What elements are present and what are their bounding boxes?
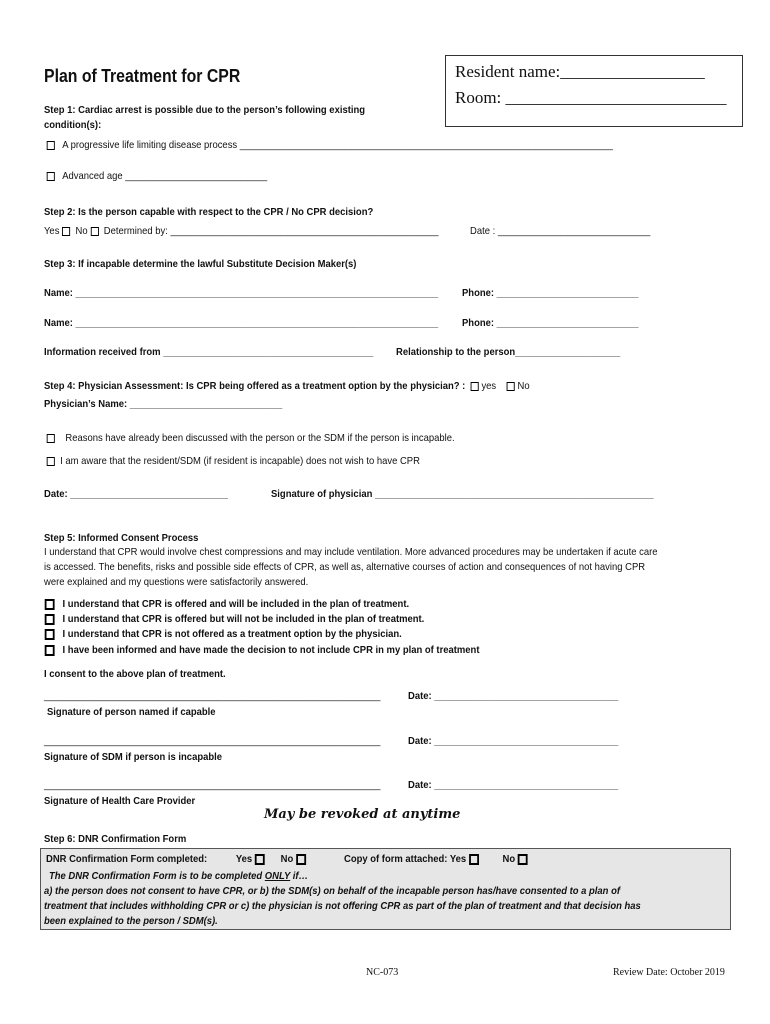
consent-option-3: I understand that CPR is not offered as a treatment option by the physician. xyxy=(42,628,402,640)
signature-label-3: Signature of Health Care Provider xyxy=(44,795,196,807)
checkbox[interactable] xyxy=(47,141,55,150)
signature-line-1[interactable]: ________________________________________________________________ xyxy=(44,690,381,702)
revoke-note: May be revoked at anytime xyxy=(264,807,461,822)
review-date: Review Date: October 2019 xyxy=(613,967,725,978)
step2-heading: Step 2: Is the person capable with respect to the CPR / No CPR decision? xyxy=(44,206,374,218)
sdm-name-1[interactable]: Name: _____________________________________________________________________ xyxy=(44,287,439,299)
sdm-name-2[interactable]: Name: _____________________________________________________________________ xyxy=(44,317,439,329)
no-checkbox[interactable] xyxy=(518,854,528,865)
consent-option-4: I have been informed and have made the decision to not include CPR in my plan of treatment xyxy=(42,644,479,656)
sdm-phone-1[interactable]: Phone: ___________________________ xyxy=(462,287,639,299)
yes-checkbox[interactable] xyxy=(469,854,479,865)
dnr-completed-row: DNR Confirmation Form completed: Yes No xyxy=(46,853,309,865)
checkbox[interactable] xyxy=(45,614,55,625)
dnr-condition-line-3: been explained to the person / SDM(s). xyxy=(44,915,218,927)
date-field-2[interactable]: Date: ___________________________________ xyxy=(408,735,619,747)
dnr-box xyxy=(40,848,731,930)
consent-statement: I consent to the above plan of treatment. xyxy=(44,668,226,680)
physician-signature[interactable]: Signature of physician _____________________________________________________ xyxy=(271,488,654,500)
no-checkbox[interactable] xyxy=(507,382,515,391)
dnr-condition-line-2: treatment that includes withholding CPR or c) the physician is not offering CPR as part of the plan of treatment and that decision has xyxy=(44,900,641,912)
step1-option-age: Advanced age ___________________________ xyxy=(44,170,267,182)
checkbox[interactable] xyxy=(45,599,55,610)
no-checkbox[interactable] xyxy=(296,854,306,865)
step3-heading: Step 3: If incapable determine the lawful Substitute Decision Maker(s) xyxy=(44,258,357,270)
checkbox[interactable] xyxy=(45,629,55,640)
dnr-condition-intro: The DNR Confirmation Form is to be completed ONLY if… xyxy=(49,870,309,882)
dnr-condition-line-1: a) the person does not consent to have CPR, or b) the SDM(s) on behalf of the incapable person has/have consented to a plan of xyxy=(44,885,620,897)
step2-capable-row: Yes No Determined by: ___________________________________________________ xyxy=(44,225,439,237)
step2-date[interactable]: Date : _____________________________ xyxy=(470,225,651,237)
yes-checkbox[interactable] xyxy=(62,227,70,236)
reason-discussed: Reasons have already been discussed with the person or the SDM if the person is incapable. xyxy=(44,432,455,444)
relationship[interactable]: Relationship to the person____________________ xyxy=(396,346,621,358)
checkbox[interactable] xyxy=(45,645,55,656)
form-code: NC-073 xyxy=(366,967,399,978)
date-field-3[interactable]: Date: ___________________________________ xyxy=(408,779,619,791)
sdm-phone-2[interactable]: Phone: ___________________________ xyxy=(462,317,639,329)
signature-label-2: Signature of SDM if person is incapable xyxy=(44,751,223,763)
step5-heading: Step 5: Informed Consent Process xyxy=(44,532,199,544)
info-received[interactable]: Information received from ________________________________________ xyxy=(44,346,374,358)
consent-paragraph-3: were explained and my questions were satisfactorily answered. xyxy=(44,576,309,588)
physician-name[interactable]: Physician’s Name: _____________________________ xyxy=(44,398,283,410)
checkbox[interactable] xyxy=(47,172,55,181)
step6-heading: Step 6: DNR Confirmation Form xyxy=(44,833,187,845)
consent-paragraph-1: I understand that CPR would involve chest compressions and may include ventilation. More advanced procedures may be undertaken if acute care xyxy=(44,546,658,558)
consent-option-2: I understand that CPR is offered but will not be included in the plan of treatment. xyxy=(42,613,424,625)
no-checkbox[interactable] xyxy=(90,227,98,236)
consent-option-1: I understand that CPR is offered and will be included in the plan of treatment. xyxy=(42,598,409,610)
date-field-1[interactable]: Date: ___________________________________ xyxy=(408,690,619,702)
signature-line-2[interactable]: ________________________________________________________________ xyxy=(44,735,381,747)
aware-no-cpr: I am aware that the resident/SDM (if resident is incapable) does not wish to have CPR xyxy=(44,455,420,467)
yes-checkbox[interactable] xyxy=(255,854,265,865)
step4-heading: Step 4: Physician Assessment: Is CPR being offered as a treatment option by the physician? : yes No xyxy=(44,380,530,392)
step1-heading-cont: condition(s): xyxy=(44,119,102,131)
room-field[interactable]: Room: __________________________ xyxy=(455,88,727,107)
step1-heading: Step 1: Cardiac arrest is possible due to the person’s following existing xyxy=(44,104,366,116)
checkbox[interactable] xyxy=(47,434,55,443)
signature-label-1: Signature of person named if capable xyxy=(47,706,216,718)
resident-name-field[interactable]: Resident name:_________________ xyxy=(455,62,705,81)
physician-date[interactable]: Date: ______________________________ xyxy=(44,488,228,500)
resident-box xyxy=(445,55,743,127)
copy-attached-row: Copy of form attached: Yes No xyxy=(344,853,530,865)
signature-line-3[interactable]: ________________________________________________________________ xyxy=(44,779,381,791)
consent-paragraph-2: is accessed. The benefits, risks and possible side effects of CPR, as well as, alternative courses of action and consequences of not having CPR xyxy=(44,561,646,573)
step1-option-disease: A progressive life limiting disease process _______________________________________________________________________ xyxy=(44,139,613,151)
yes-checkbox[interactable] xyxy=(471,382,479,391)
checkbox[interactable] xyxy=(47,457,55,466)
page-title: Plan of Treatment for CPR xyxy=(44,66,241,86)
